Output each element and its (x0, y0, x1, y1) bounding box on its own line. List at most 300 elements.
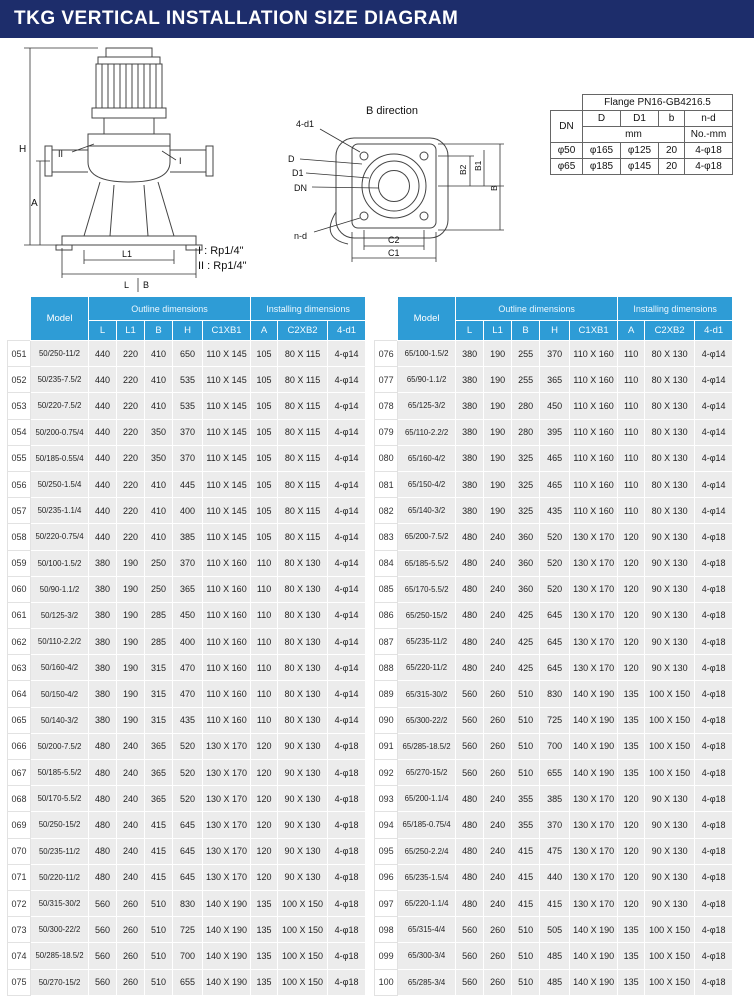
flange-column-header: n-d (685, 111, 733, 127)
dim-cell: 140 X 190 (570, 760, 618, 786)
column-header: L1 (117, 321, 145, 341)
dim-label-B2: B2 (458, 164, 468, 175)
model-cell: 65/285-18.5/2 (398, 733, 456, 759)
dim-cell: 190 (117, 576, 145, 602)
dim-cell: 105 (251, 419, 278, 445)
dim-cell: 380 (89, 602, 117, 628)
dim-cell: 110 X 160 (570, 498, 618, 524)
dim-cell: 650 (173, 341, 203, 367)
model-cell: 65/125-3/2 (398, 393, 456, 419)
dim-cell: 90 X 130 (645, 864, 695, 890)
model-cell: 50/90-1.1/2 (31, 576, 89, 602)
model-cell: 50/185-5.5/2 (31, 760, 89, 786)
dim-cell: 360 (512, 550, 540, 576)
dim-cell: 190 (484, 341, 512, 367)
dim-cell: 260 (117, 917, 145, 943)
dim-cell: 80 X 115 (278, 524, 328, 550)
dim-cell: 80 X 115 (278, 341, 328, 367)
dim-cell: 90 X 130 (645, 629, 695, 655)
spec-row (8, 760, 366, 786)
row-number: 083 (375, 524, 398, 550)
dim-cell: 510 (512, 917, 540, 943)
dim-label-B1: B1 (473, 160, 483, 171)
model-cell: 65/235-1.5/4 (398, 864, 456, 890)
dim-cell: 365 (145, 733, 173, 759)
dim-cell: 100 X 150 (645, 681, 695, 707)
dim-cell: 440 (540, 864, 570, 890)
dim-cell: 410 (145, 498, 173, 524)
dim-cell: 130 X 170 (203, 760, 251, 786)
dim-cell: 4-φ14 (328, 681, 366, 707)
flange-unit-mm: mm (583, 127, 685, 143)
dim-cell: 480 (456, 576, 484, 602)
dim-cell: 4-φ18 (695, 864, 733, 890)
flange-cell: 20 (659, 159, 685, 175)
dim-cell: 240 (484, 576, 512, 602)
model-cell: 65/300-3/4 (398, 943, 456, 969)
model-cell: 65/300-22/2 (398, 707, 456, 733)
model-cell: 65/90-1.1/2 (398, 367, 456, 393)
dim-cell: 100 X 150 (645, 917, 695, 943)
dim-cell: 260 (484, 969, 512, 995)
dim-cell: 4-φ18 (328, 786, 366, 812)
dim-cell: 90 X 130 (278, 786, 328, 812)
flange-cell: 4-φ18 (685, 143, 733, 159)
model-cell: 50/235-1.1/4 (31, 498, 89, 524)
dim-cell: 90 X 130 (645, 550, 695, 576)
dim-cell: 120 (618, 629, 645, 655)
dim-cell: 400 (173, 498, 203, 524)
corner-cell (8, 297, 31, 341)
dim-cell: 380 (89, 550, 117, 576)
model-cell: 65/140-3/2 (398, 498, 456, 524)
dim-cell: 480 (456, 629, 484, 655)
spec-row (8, 341, 366, 367)
model-cell: 65/250-15/2 (398, 602, 456, 628)
spec-row (375, 341, 733, 367)
dim-cell: 4-φ14 (328, 602, 366, 628)
dim-cell: 135 (251, 890, 278, 916)
dim-cell: 140 X 190 (570, 733, 618, 759)
dim-cell: 365 (145, 786, 173, 812)
model-cell: 50/235-7.5/2 (31, 367, 89, 393)
flange-header-row (551, 111, 733, 127)
dim-cell: 440 (89, 341, 117, 367)
dim-cell: 315 (145, 681, 173, 707)
dim-cell: 240 (117, 760, 145, 786)
dim-cell: 220 (117, 367, 145, 393)
dim-cell: 240 (117, 864, 145, 890)
dim-cell: 285 (145, 602, 173, 628)
dim-cell: 655 (173, 969, 203, 995)
dim-cell: 645 (540, 629, 570, 655)
dim-cell: 4-φ14 (328, 550, 366, 576)
flange-cell: 20 (659, 143, 685, 159)
model-cell: 65/250-2.2/4 (398, 838, 456, 864)
dim-cell: 700 (173, 943, 203, 969)
dim-cell: 510 (145, 917, 173, 943)
dim-cell: 380 (456, 471, 484, 497)
dim-cell: 110 X 145 (203, 498, 251, 524)
dim-cell: 4-φ18 (695, 550, 733, 576)
spec-row (375, 471, 733, 497)
dim-cell: 560 (456, 707, 484, 733)
dim-cell: 220 (117, 341, 145, 367)
dim-cell: 4-φ14 (695, 471, 733, 497)
flange-column-header: b (659, 111, 685, 127)
dim-cell: 110 X 160 (203, 655, 251, 681)
dim-cell: 120 (618, 602, 645, 628)
dim-cell: 415 (145, 838, 173, 864)
dim-cell: 240 (484, 838, 512, 864)
dim-cell: 90 X 130 (645, 655, 695, 681)
dim-cell: 120 (251, 838, 278, 864)
dim-cell: 190 (484, 471, 512, 497)
dim-cell: 560 (89, 890, 117, 916)
spec-row (375, 629, 733, 655)
row-number: 086 (375, 602, 398, 628)
row-number: 094 (375, 812, 398, 838)
dim-cell: 415 (540, 890, 570, 916)
dim-cell: 365 (145, 760, 173, 786)
dim-cell: 120 (251, 812, 278, 838)
dim-cell: 105 (251, 367, 278, 393)
dim-cell: 380 (456, 498, 484, 524)
row-number: 063 (8, 655, 31, 681)
row-number: 095 (375, 838, 398, 864)
dim-cell: 240 (484, 786, 512, 812)
row-number: 052 (8, 367, 31, 393)
dim-cell: 135 (618, 917, 645, 943)
dim-cell: 350 (145, 419, 173, 445)
row-number: 092 (375, 760, 398, 786)
dim-cell: 380 (89, 707, 117, 733)
dim-cell: 425 (512, 602, 540, 628)
dim-cell: 260 (484, 943, 512, 969)
model-cell: 50/185-0.55/4 (31, 445, 89, 471)
flange-cell: φ125 (621, 143, 659, 159)
dim-cell: 255 (512, 367, 540, 393)
spec-row (8, 576, 366, 602)
dim-cell: 105 (251, 471, 278, 497)
dim-cell: 110 (618, 498, 645, 524)
dim-cell: 120 (618, 550, 645, 576)
dim-cell: 380 (456, 393, 484, 419)
row-number: 089 (375, 681, 398, 707)
dim-cell: 135 (251, 943, 278, 969)
dim-cell: 110 X 160 (203, 707, 251, 733)
dim-cell: 140 X 190 (203, 943, 251, 969)
dim-cell: 480 (89, 760, 117, 786)
dim-cell: 380 (456, 445, 484, 471)
dim-cell: 80 X 130 (278, 602, 328, 628)
dim-cell: 485 (540, 943, 570, 969)
model-cell: 65/200-1.1/4 (398, 786, 456, 812)
model-cell: 65/285-3/4 (398, 969, 456, 995)
dim-cell: 90 X 130 (278, 838, 328, 864)
dim-cell: 250 (145, 550, 173, 576)
dim-cell: 80 X 130 (645, 393, 695, 419)
dim-cell: 560 (456, 733, 484, 759)
dim-cell: 260 (117, 890, 145, 916)
model-cell: 50/220-7.5/2 (31, 393, 89, 419)
dim-cell: 240 (484, 524, 512, 550)
spec-row (8, 419, 366, 445)
spec-row (375, 655, 733, 681)
dim-cell: 510 (512, 707, 540, 733)
row-number: 060 (8, 576, 31, 602)
model-cell: 50/200-7.5/2 (31, 733, 89, 759)
dim-cell: 80 X 115 (278, 445, 328, 471)
dim-cell: 4-φ18 (695, 969, 733, 995)
dim-cell: 80 X 130 (278, 681, 328, 707)
dim-cell: 560 (456, 943, 484, 969)
dim-cell: 135 (618, 760, 645, 786)
dim-cell: 190 (117, 681, 145, 707)
dim-cell: 380 (456, 367, 484, 393)
spec-row (375, 498, 733, 524)
column-header: A (618, 321, 645, 341)
dim-cell: 480 (456, 890, 484, 916)
dim-cell: 90 X 130 (645, 524, 695, 550)
dim-cell: 90 X 130 (278, 864, 328, 890)
dim-cell: 105 (251, 393, 278, 419)
dim-cell: 560 (456, 969, 484, 995)
dim-cell: 135 (618, 943, 645, 969)
model-cell: 65/270-15/2 (398, 760, 456, 786)
dim-cell: 520 (173, 760, 203, 786)
dim-cell: 110 (618, 419, 645, 445)
dim-cell: 135 (618, 681, 645, 707)
row-number: 099 (375, 943, 398, 969)
dim-cell: 4-φ14 (328, 445, 366, 471)
dim-cell: 645 (540, 655, 570, 681)
dim-cell: 100 X 150 (645, 707, 695, 733)
dim-cell: 4-φ14 (328, 707, 366, 733)
dim-cell: 315 (145, 655, 173, 681)
port-label-1: I (179, 156, 182, 166)
dim-cell: 120 (251, 760, 278, 786)
dim-cell: 415 (512, 864, 540, 890)
flange-cell: 4-φ18 (685, 159, 733, 175)
spec-row (8, 733, 366, 759)
column-header: L1 (484, 321, 512, 341)
dim-cell: 130 X 170 (570, 864, 618, 890)
dim-cell: 830 (540, 681, 570, 707)
dim-cell: 480 (89, 733, 117, 759)
dim-cell: 510 (512, 969, 540, 995)
dim-cell: 190 (117, 602, 145, 628)
dim-cell: 105 (251, 341, 278, 367)
dim-cell: 480 (89, 838, 117, 864)
dim-cell: 480 (89, 864, 117, 890)
outline-dimensions-header: Outline dimensions (456, 297, 618, 321)
corner-cell (375, 297, 398, 341)
spec-row (375, 864, 733, 890)
row-number: 068 (8, 786, 31, 812)
dim-cell: 440 (89, 393, 117, 419)
dim-cell: 110 X 145 (203, 367, 251, 393)
dim-cell: 410 (145, 341, 173, 367)
dim-cell: 110 X 145 (203, 471, 251, 497)
dim-cell: 325 (512, 445, 540, 471)
row-number: 061 (8, 602, 31, 628)
dim-cell: 110 X 160 (570, 419, 618, 445)
dim-cell: 435 (540, 498, 570, 524)
dim-cell: 285 (145, 629, 173, 655)
row-number: 064 (8, 681, 31, 707)
dim-cell: 4-φ14 (695, 393, 733, 419)
dim-cell: 520 (540, 576, 570, 602)
flange-row (551, 143, 733, 159)
dim-cell: 480 (456, 812, 484, 838)
spec-row (8, 838, 366, 864)
column-header: C2XB2 (645, 321, 695, 341)
spec-row (375, 707, 733, 733)
dim-cell: 365 (540, 367, 570, 393)
dim-cell: 510 (512, 733, 540, 759)
model-cell: 65/220-1.1/4 (398, 890, 456, 916)
dim-cell: 560 (89, 917, 117, 943)
row-number: 085 (375, 576, 398, 602)
dim-cell: 4-φ18 (328, 838, 366, 864)
row-number: 073 (8, 917, 31, 943)
bolt-callout: 4-d1 (296, 119, 315, 129)
dim-cell: 4-φ18 (695, 576, 733, 602)
dim-cell: 140 X 190 (203, 969, 251, 995)
dim-cell: 560 (456, 760, 484, 786)
row-number: 072 (8, 890, 31, 916)
spec-row (375, 890, 733, 916)
dim-cell: 480 (456, 864, 484, 890)
model-cell: 65/100-1.5/2 (398, 341, 456, 367)
dim-cell: 120 (251, 733, 278, 759)
dim-cell: 260 (484, 917, 512, 943)
dim-label-DN: DN (294, 183, 307, 193)
dim-cell: 4-φ18 (328, 969, 366, 995)
dim-cell: 110 X 160 (570, 471, 618, 497)
page-title: TKG VERTICAL INSTALLATION SIZE DIAGRAM (0, 0, 754, 38)
spec-row (8, 367, 366, 393)
dim-cell: 90 X 130 (645, 602, 695, 628)
dim-cell: 130 X 170 (570, 550, 618, 576)
dim-cell: 280 (512, 393, 540, 419)
spec-row (8, 602, 366, 628)
dim-cell: 450 (173, 602, 203, 628)
column-header: B (512, 321, 540, 341)
spec-row (375, 524, 733, 550)
dim-cell: 80 X 130 (278, 707, 328, 733)
model-cell: 50/315-30/2 (31, 890, 89, 916)
dim-cell: 190 (117, 629, 145, 655)
column-header: H (540, 321, 570, 341)
dim-label-b: B (143, 280, 150, 290)
column-header: L (456, 321, 484, 341)
dim-cell: 4-φ18 (328, 760, 366, 786)
dim-cell: 700 (540, 733, 570, 759)
dim-cell: 480 (456, 655, 484, 681)
dim-cell: 560 (456, 681, 484, 707)
dim-cell: 260 (484, 760, 512, 786)
dim-cell: 400 (173, 629, 203, 655)
model-cell: 50/160-4/2 (31, 655, 89, 681)
dim-cell: 480 (456, 524, 484, 550)
spec-row (8, 786, 366, 812)
dim-cell: 140 X 190 (570, 969, 618, 995)
dim-cell: 130 X 170 (570, 786, 618, 812)
dim-cell: 240 (117, 733, 145, 759)
dim-cell: 725 (540, 707, 570, 733)
dim-cell: 465 (540, 445, 570, 471)
dim-cell: 645 (173, 812, 203, 838)
dim-cell: 110 X 160 (203, 576, 251, 602)
model-cell: 50/220-0.75/4 (31, 524, 89, 550)
row-number: 077 (375, 367, 398, 393)
dim-cell: 130 X 170 (203, 864, 251, 890)
dim-cell: 130 X 170 (203, 786, 251, 812)
dim-cell: 220 (117, 471, 145, 497)
dim-cell: 100 X 150 (278, 890, 328, 916)
dim-cell: 120 (618, 864, 645, 890)
dim-cell: 240 (117, 786, 145, 812)
dim-cell: 110 X 145 (203, 445, 251, 471)
dim-cell: 510 (145, 890, 173, 916)
dim-cell: 120 (618, 524, 645, 550)
dim-cell: 4-φ14 (328, 576, 366, 602)
dim-cell: 80 X 115 (278, 471, 328, 497)
dim-cell: 110 X 160 (203, 602, 251, 628)
dim-cell: 380 (89, 629, 117, 655)
dim-cell: 4-φ18 (695, 890, 733, 916)
dim-cell: 4-φ18 (695, 733, 733, 759)
dim-cell: 240 (484, 550, 512, 576)
model-cell: 65/220-11/2 (398, 655, 456, 681)
dim-cell: 470 (173, 681, 203, 707)
model-cell: 65/315-30/2 (398, 681, 456, 707)
model-cell: 50/250-11/2 (31, 341, 89, 367)
dim-cell: 220 (117, 419, 145, 445)
spec-row (375, 812, 733, 838)
port-notes (198, 244, 247, 274)
dim-cell: 380 (89, 655, 117, 681)
spec-row (375, 786, 733, 812)
dim-cell: 220 (117, 524, 145, 550)
flange-title-row (551, 95, 733, 111)
dim-cell: 100 X 150 (645, 943, 695, 969)
flange-unit-nomm: No.-mm (685, 127, 733, 143)
dim-cell: 120 (618, 655, 645, 681)
dim-cell: 4-φ18 (328, 890, 366, 916)
dim-cell: 110 (251, 681, 278, 707)
dim-cell: 80 X 115 (278, 419, 328, 445)
dim-cell: 380 (89, 681, 117, 707)
dim-cell: 365 (173, 576, 203, 602)
dim-cell: 80 X 130 (645, 498, 695, 524)
column-header: C1XB1 (203, 321, 251, 341)
dim-label-Bv: B (489, 185, 499, 191)
column-header: C1XB1 (570, 321, 618, 341)
dim-cell: 560 (89, 969, 117, 995)
dim-cell: 260 (484, 681, 512, 707)
row-number: 098 (375, 917, 398, 943)
dim-label-h: H (19, 144, 27, 155)
dim-cell: 510 (512, 943, 540, 969)
dim-cell: 90 X 130 (645, 786, 695, 812)
row-number: 054 (8, 419, 31, 445)
dim-cell: 110 (251, 550, 278, 576)
row-number: 071 (8, 864, 31, 890)
model-cell: 50/250-1.5/4 (31, 471, 89, 497)
